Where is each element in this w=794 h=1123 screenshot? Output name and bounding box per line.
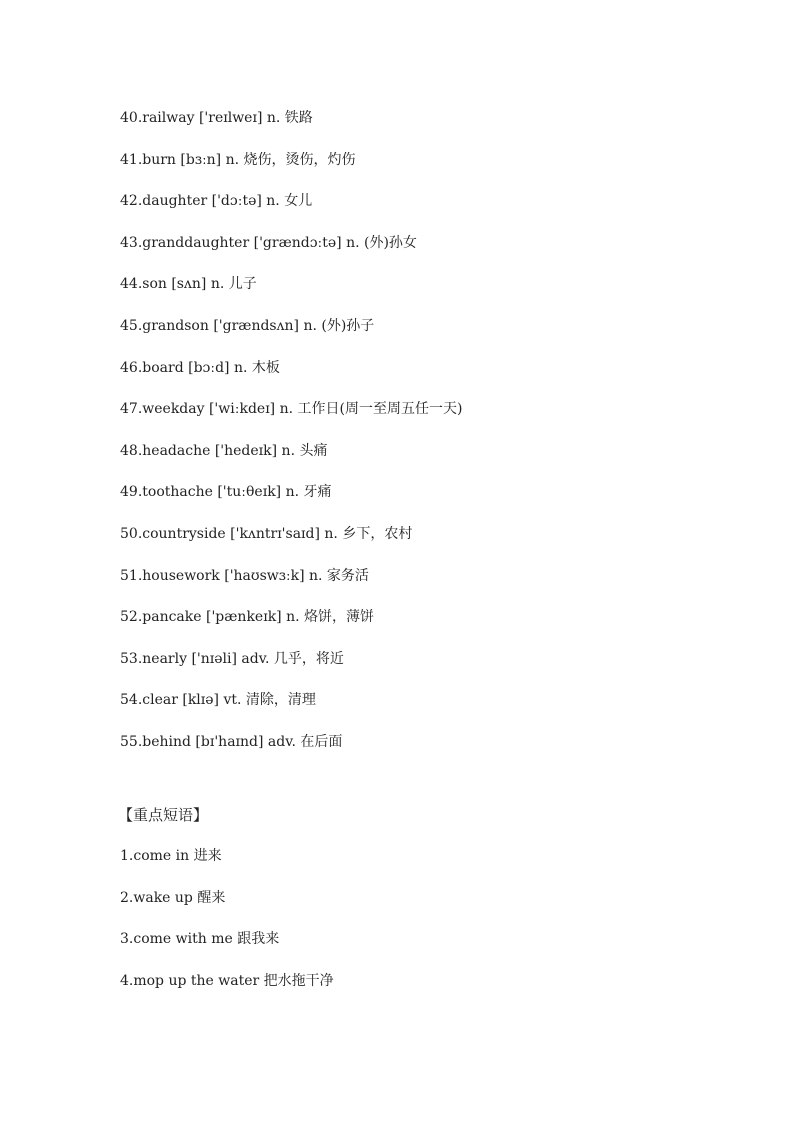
vocab-item-headache: 48.headache ['hedeɪk] n. 头痛 <box>120 442 328 459</box>
phrase-item-come-with-me: 3.come with me 跟我来 <box>120 931 280 948</box>
vocabulary-list <box>120 108 462 774</box>
vocab-item-behind: 55.behind [bɪ'haɪnd] adv. 在后面 <box>120 733 343 750</box>
vocab-item-clear: 54.clear [klɪə] vt. 清除，清理 <box>120 692 316 709</box>
phrase-item-wake-up: 2.wake up 醒来 <box>120 889 226 906</box>
phrase-item-come-in: 1.come in 进来 <box>120 848 222 864</box>
vocab-item-housework: 51.housework ['haʊswɜːk] n. 家务活 <box>120 567 369 584</box>
vocab-item-daughter: 42.daughter ['dɔːtə] n. 女儿 <box>120 193 313 210</box>
vocab-item-board: 46.board [bɔːd] n. 木板 <box>120 359 280 376</box>
vocab-item-grandson: 45.grandson ['grændsʌn] n. (外)孙子 <box>120 317 375 334</box>
vocab-item-pancake: 52.pancake ['pænkeɪk] n. 烙饼，薄饼 <box>120 609 375 626</box>
vocab-item-toothache: 49.toothache ['tuːθeɪk] n. 牙痛 <box>120 484 332 501</box>
vocab-item-nearly: 53.nearly ['nɪəli] adv. 几乎，将近 <box>120 650 344 667</box>
vocab-item-weekday: 47.weekday ['wiːkdeɪ] n. 工作日(周一至周五任一天) <box>120 401 463 418</box>
vocab-item-countryside: 50.countryside ['kʌntrɪ'saɪd] n. 乡下，农村 <box>120 525 413 542</box>
phrases-list <box>120 846 334 1012</box>
vocab-item-granddaughter: 43.granddaughter ['grændɔːtə] n. (外)孙女 <box>120 234 417 251</box>
vocab-item-railway: 40.railway ['reɪlweɪ] n. 铁路 <box>120 110 313 126</box>
vocab-item-burn: 41.burn [bɜːn] n. 烧伤，烫伤，灼伤 <box>120 151 356 168</box>
phrase-item-mop-up-the-water: 4.mop up the water 把水拖干净 <box>120 972 334 989</box>
vocab-item-son: 44.son [sʌn] n. 儿子 <box>120 276 257 293</box>
phrases-section-title: 【重点短语】 <box>118 806 209 824</box>
